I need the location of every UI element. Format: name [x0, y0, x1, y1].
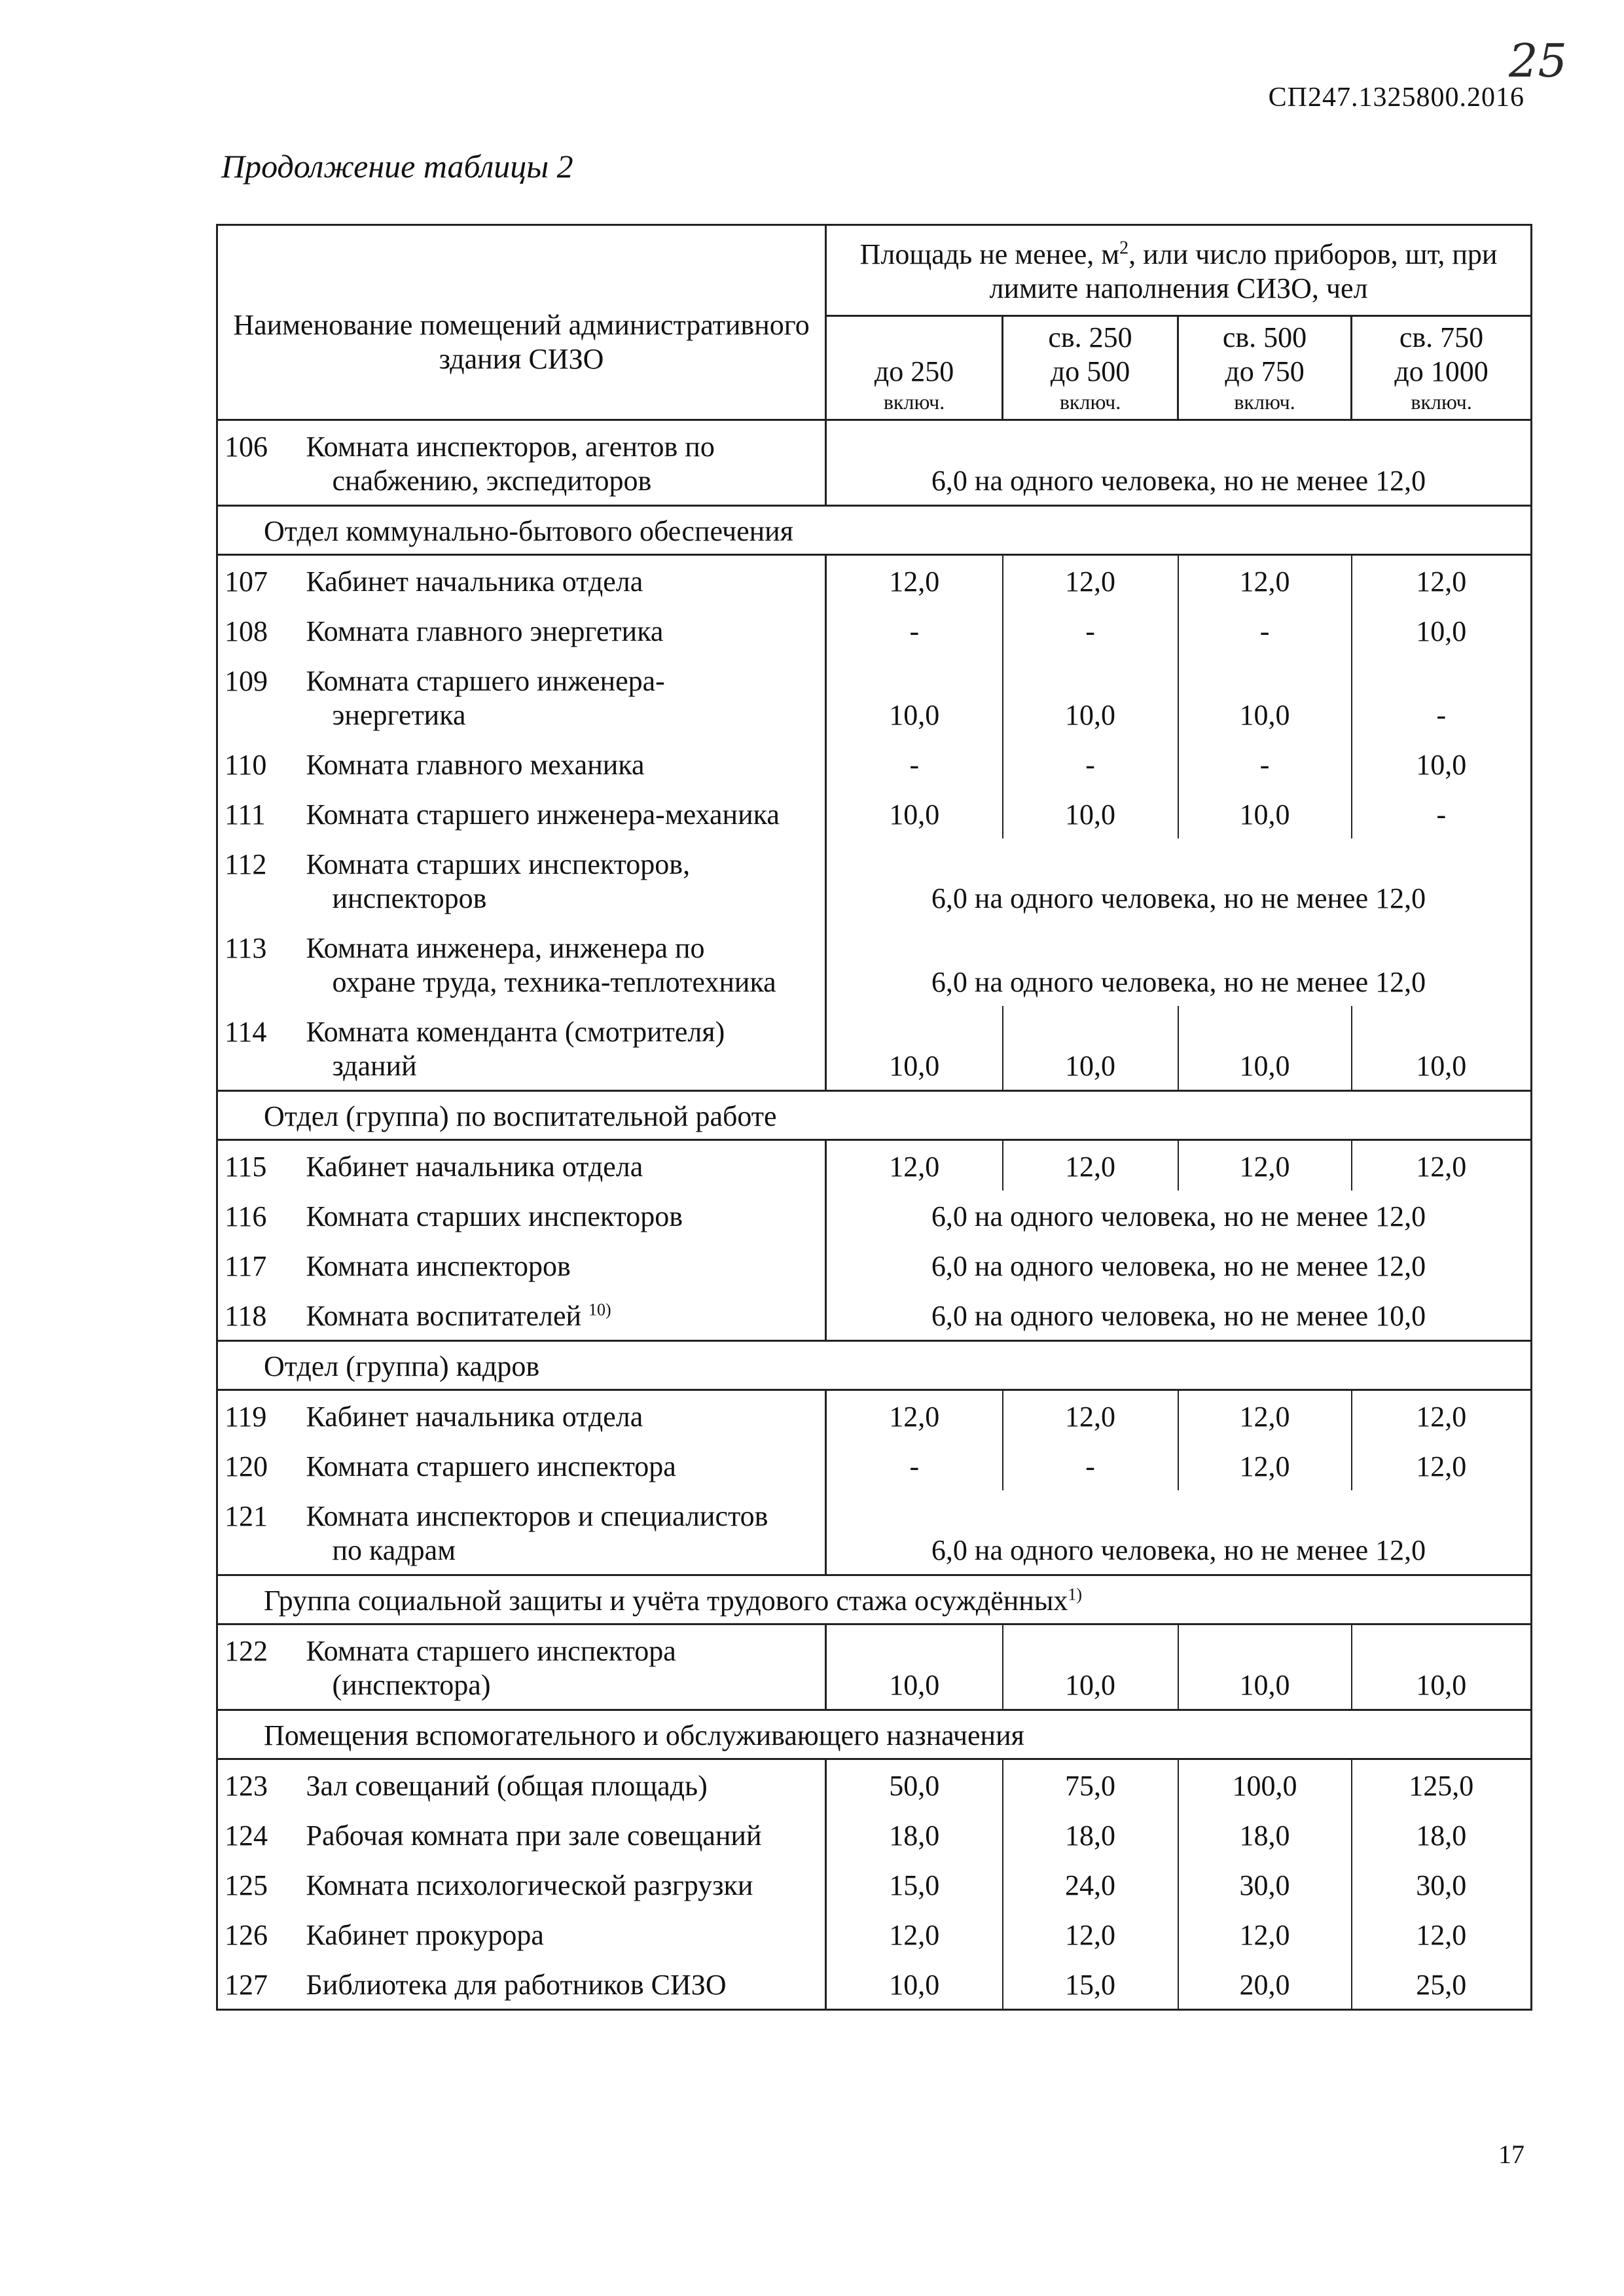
area-value: 100,0	[1178, 1759, 1352, 1810]
area-norm-text: 6,0 на одного человека, но не менее 12,0	[826, 1240, 1532, 1290]
column-subheader: св. 750 до 1000 включ.	[1352, 316, 1532, 420]
room-name: Комната старшего инженера-механика	[306, 798, 780, 831]
area-value: 10,0	[1003, 789, 1178, 838]
area-value: 10,0	[1352, 1006, 1532, 1091]
area-value: 12,0	[1003, 1390, 1178, 1441]
area-value: 12,0	[826, 1909, 1003, 1959]
area-value: 125,0	[1352, 1759, 1532, 1810]
table-row	[217, 1390, 1532, 1441]
table-row	[217, 655, 1532, 739]
table-row	[217, 1240, 1532, 1290]
area-value: 12,0	[1178, 1441, 1352, 1490]
area-value: -	[1352, 655, 1532, 739]
area-norm-text: 6,0 на одного человека, но не менее 10,0	[826, 1290, 1532, 1341]
area-value: -	[1003, 1441, 1178, 1490]
column-subheader: св. 250 до 500 включ.	[1003, 316, 1178, 420]
room-name: Комната инспекторов	[306, 1250, 571, 1282]
area-norm-text: 6,0 на одного человека, но не менее 12,0	[826, 922, 1532, 1006]
table-row	[217, 838, 1532, 922]
area-value: 10,0	[1178, 655, 1352, 739]
row-number: 126	[217, 1909, 302, 1959]
row-number: 110	[217, 739, 302, 789]
area-value: 12,0	[1178, 1140, 1352, 1191]
room-name: Комната коменданта (смотрителя) зданий	[306, 1016, 725, 1082]
table-row	[217, 1810, 1532, 1859]
room-name: Комната старших инспекторов, инспекторов	[306, 848, 691, 914]
table-row	[217, 555, 1532, 606]
room-name: Комната главного энергетика	[306, 615, 664, 647]
area-value: 30,0	[1352, 1859, 1532, 1909]
area-value: 18,0	[1003, 1810, 1178, 1859]
row-number: 117	[217, 1240, 302, 1290]
area-norm-text: 6,0 на одного человека, но не менее 12,0	[826, 1191, 1532, 1240]
table-row	[217, 1909, 1532, 1959]
room-name: Кабинет начальника отдела	[302, 1140, 826, 1191]
page-number: 17	[1498, 2140, 1525, 2169]
area-value: -	[1178, 605, 1352, 655]
room-name: Комната старшего инспектора (инспектора)	[302, 1624, 826, 1710]
column-subheader: св. 500 до 750 включ.	[1178, 316, 1352, 420]
table-row	[217, 1859, 1532, 1909]
area-value: 10,0	[1352, 605, 1532, 655]
section-title: Отдел (группа) кадров	[264, 1350, 540, 1382]
row-number: 122	[217, 1624, 302, 1710]
row-number: 112	[217, 838, 302, 922]
table-row	[217, 1191, 1532, 1240]
area-value: 12,0	[1178, 1390, 1352, 1441]
area-value: 10,0	[826, 1006, 1003, 1091]
area-value: 10,0	[826, 1959, 1003, 2010]
area-value: 12,0	[1352, 555, 1532, 606]
row-number: 123	[217, 1759, 302, 1810]
area-value: -	[826, 1441, 1003, 1490]
area-value: 12,0	[1003, 1140, 1178, 1191]
area-value: 20,0	[1178, 1959, 1352, 2010]
row-number: 111	[217, 789, 302, 838]
area-value: 10,0	[1178, 789, 1352, 838]
footnote-ref: 1)	[1068, 1585, 1083, 1604]
area-value: 12,0	[826, 1140, 1003, 1191]
area-value: 15,0	[826, 1859, 1003, 1909]
area-norm-text: 6,0 на одного человека, но не менее 12,0	[826, 420, 1532, 506]
area-value: -	[1352, 789, 1532, 838]
room-name: Комната инспекторов и специалистов по кадрам	[306, 1500, 768, 1566]
area-value: 10,0	[1352, 739, 1532, 789]
row-number: 113	[217, 922, 302, 1006]
footnote-ref: 10)	[588, 1300, 611, 1319]
column-header-room-name: Наименование помещений административного здания СИЗО	[217, 225, 826, 420]
table-row	[217, 1441, 1532, 1490]
table-row	[217, 1759, 1532, 1810]
area-value: 15,0	[1003, 1959, 1178, 2010]
row-number: 125	[217, 1859, 302, 1909]
room-name: Комната главного механика	[306, 749, 645, 781]
area-value: 10,0	[826, 1624, 1003, 1710]
row-number: 115	[217, 1140, 302, 1191]
table-row	[217, 739, 1532, 789]
area-value: 12,0	[1178, 1909, 1352, 1959]
section-header-row	[217, 506, 1532, 555]
table-row	[217, 420, 1532, 506]
area-value: 10,0	[1178, 1624, 1352, 1710]
row-number: 107	[217, 555, 302, 606]
rooms-table	[216, 224, 1532, 2011]
area-value: 12,0	[826, 555, 1003, 606]
area-value: 10,0	[1003, 1624, 1178, 1710]
table-row	[217, 1959, 1532, 2010]
room-name: Комната старших инспекторов	[306, 1200, 683, 1232]
room-name: Комната инспекторов, агентов по снабжению, экспедиторов	[302, 420, 826, 506]
section-title: Группа социальной защиты и учёта трудового стажа осуждённых	[264, 1585, 1068, 1617]
room-name: Комната психологической разгрузки	[306, 1869, 753, 1901]
section-header-row	[217, 1710, 1532, 1759]
row-number: 120	[217, 1441, 302, 1490]
area-value: 75,0	[1003, 1759, 1178, 1810]
handwritten-page-number: 25	[1509, 34, 1568, 88]
area-value: 12,0	[1003, 1909, 1178, 1959]
room-name: Библиотека для работников СИЗО	[302, 1959, 826, 2010]
area-value: 10,0	[1003, 655, 1178, 739]
column-group-header: Площадь не менее, $м^2$, или число приборов, шт, при лимите наполнения СИЗО, чел	[826, 225, 1532, 316]
area-value: 10,0	[826, 789, 1003, 838]
room-name: Комната старшего инспектора	[306, 1450, 676, 1482]
table-row	[217, 1490, 1532, 1575]
table-caption: Продолжение таблицы 2	[221, 148, 573, 185]
area-value: 12,0	[1003, 555, 1178, 606]
room-name: Кабинет начальника отдела	[302, 555, 826, 606]
room-name: Кабинет прокурора	[306, 1919, 544, 1951]
room-name: Зал совещаний (общая площадь)	[302, 1759, 826, 1810]
table-row	[217, 1140, 1532, 1191]
area-norm-text: 6,0 на одного человека, но не менее 12,0	[826, 1490, 1532, 1575]
area-value: 24,0	[1003, 1859, 1178, 1909]
section-header-row	[217, 1575, 1532, 1624]
row-number: 114	[217, 1006, 302, 1091]
table-row	[217, 1006, 1532, 1091]
area-value: 12,0	[1178, 555, 1352, 606]
row-number: 106	[217, 420, 302, 506]
row-number: 108	[217, 605, 302, 655]
room-name: Комната инженера, инженера по охране труда, техника-теплотехника	[306, 932, 776, 998]
row-number: 119	[217, 1390, 302, 1441]
area-value: 10,0	[1352, 1624, 1532, 1710]
area-value: 25,0	[1352, 1959, 1532, 2010]
area-value: 10,0	[1178, 1006, 1352, 1091]
table-row	[217, 1624, 1532, 1710]
section-header-row	[217, 1341, 1532, 1390]
area-value: 10,0	[1003, 1006, 1178, 1091]
area-value: 18,0	[826, 1810, 1003, 1859]
table-row	[217, 922, 1532, 1006]
area-value: 50,0	[826, 1759, 1003, 1810]
room-name: Кабинет начальника отдела	[302, 1390, 826, 1441]
area-value: -	[826, 605, 1003, 655]
room-name: Комната воспитателей $^{10)}$	[306, 1300, 611, 1332]
row-number: 127	[217, 1959, 302, 2010]
area-value: -	[1178, 739, 1352, 789]
area-norm-text: 6,0 на одного человека, но не менее 12,0	[826, 838, 1532, 922]
row-number: 109	[217, 655, 302, 739]
area-value: 10,0	[826, 655, 1003, 739]
room-name: Комната старшего инженера- энергетика	[306, 665, 665, 731]
area-value: 12,0	[1352, 1390, 1532, 1441]
table-row	[217, 605, 1532, 655]
section-title: Отдел (группа) по воспитательной работе	[264, 1100, 777, 1132]
row-number: 116	[217, 1191, 302, 1240]
area-value: 12,0	[1352, 1140, 1532, 1191]
standard-code: СП247.1325800.2016	[1268, 82, 1525, 113]
room-name: Рабочая комната при зале совещаний	[306, 1820, 762, 1852]
area-value: -	[1003, 605, 1178, 655]
area-value: 30,0	[1178, 1859, 1352, 1909]
area-value: -	[826, 739, 1003, 789]
row-number: 124	[217, 1810, 302, 1859]
area-value: 12,0	[826, 1390, 1003, 1441]
area-value: 12,0	[1352, 1909, 1532, 1959]
row-number: 118	[217, 1290, 302, 1341]
column-subheader: до 250 включ.	[826, 316, 1003, 420]
section-title: Помещения вспомогательного и обслуживающего назначения	[264, 1719, 1024, 1751]
section-header-row	[217, 1091, 1532, 1140]
area-value: -	[1003, 739, 1178, 789]
table-row	[217, 789, 1532, 838]
area-value: 18,0	[1352, 1810, 1532, 1859]
area-value: 12,0	[1352, 1441, 1532, 1490]
area-value: 18,0	[1178, 1810, 1352, 1859]
table-row	[217, 1290, 1532, 1341]
row-number: 121	[217, 1490, 302, 1575]
section-title: Отдел коммунально-бытового обеспечения	[264, 515, 793, 547]
